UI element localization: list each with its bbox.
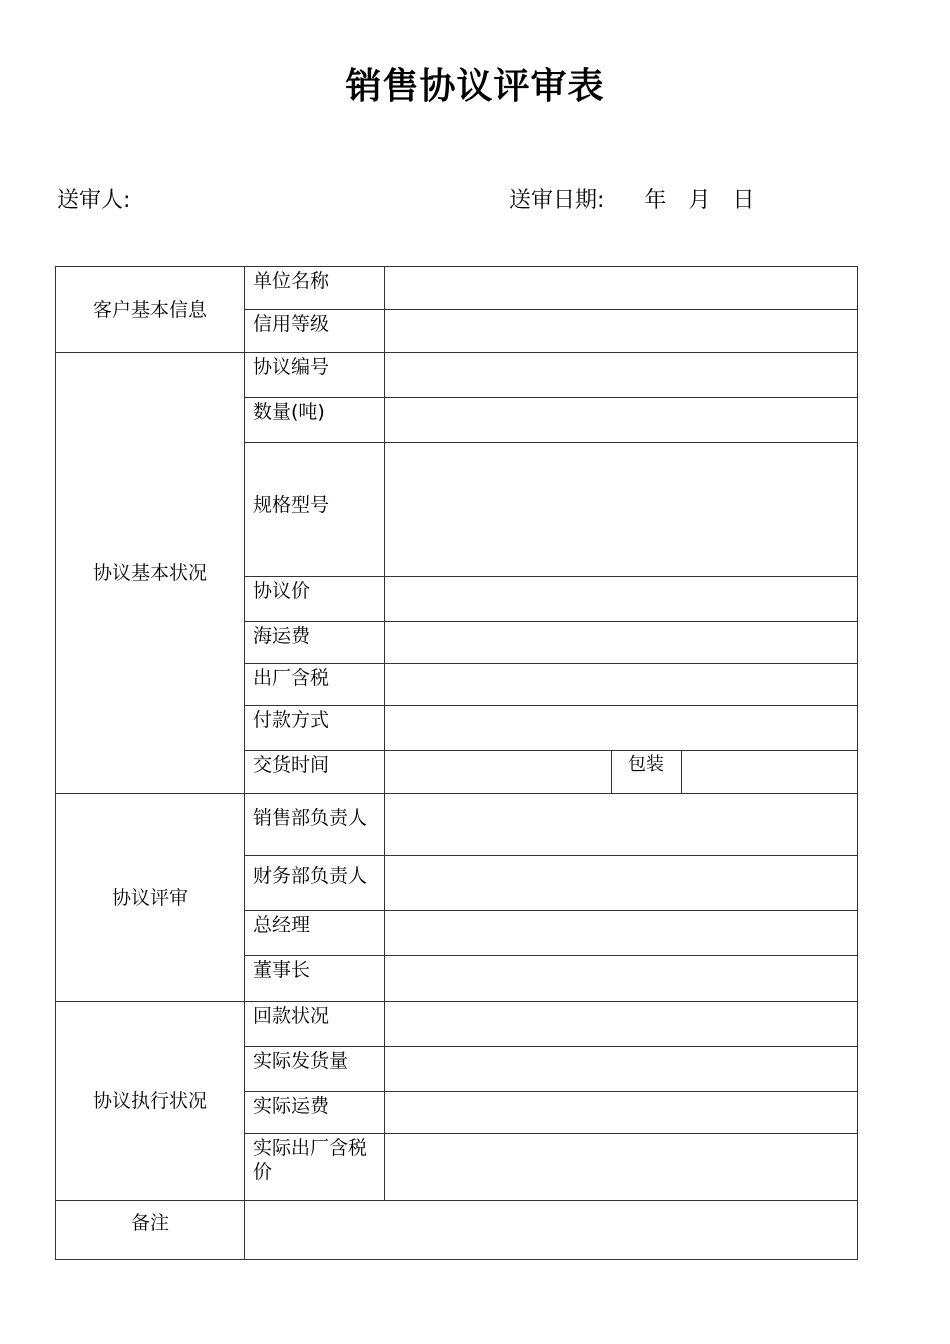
field-value-ocean-freight[interactable] (385, 622, 858, 664)
page-title: 销售协议评审表 (345, 66, 605, 107)
review-form-table (55, 266, 858, 1260)
review-date-field (509, 183, 754, 214)
field-value-chairman[interactable] (385, 956, 858, 1002)
field-value-specification[interactable] (385, 443, 858, 577)
field-value-finance-manager[interactable] (385, 856, 858, 911)
field-value-payment-method[interactable] (385, 706, 858, 751)
field-value-agreement-price[interactable] (385, 577, 858, 622)
field-label-quantity: 数量(吨) (245, 398, 385, 443)
day-label: 日 (732, 188, 755, 213)
field-value-actual-freight[interactable] (385, 1092, 858, 1134)
field-label-specification: 规格型号 (245, 443, 385, 577)
field-value-remarks[interactable] (245, 1201, 858, 1260)
field-value-agreement-number[interactable] (385, 353, 858, 398)
field-label-agreement-number: 协议编号 (245, 353, 385, 398)
section-agreement-status: 协议基本状况 (56, 353, 245, 794)
field-label-general-manager: 总经理 (245, 911, 385, 956)
field-label-ocean-freight: 海运费 (245, 622, 385, 664)
field-label-payment-collection: 回款状况 (245, 1002, 385, 1047)
field-label-delivery-time: 交货时间 (245, 751, 385, 794)
field-label-actual-shipment: 实际发货量 (245, 1047, 385, 1092)
field-value-ex-factory-tax[interactable] (385, 664, 858, 706)
field-label-actual-ex-factory-price: 实际出厂含税价 (245, 1134, 385, 1201)
field-value-general-manager[interactable] (385, 911, 858, 956)
field-label-packaging: 包装 (612, 751, 682, 794)
submitter-field (57, 183, 130, 214)
field-label-company-name: 单位名称 (245, 267, 385, 310)
field-label-actual-freight: 实际运费 (245, 1092, 385, 1134)
month-label: 月 (688, 188, 711, 213)
field-label-sales-manager: 销售部负责人 (245, 794, 385, 856)
field-value-actual-shipment[interactable] (385, 1047, 858, 1092)
field-value-credit-rating[interactable] (385, 310, 858, 353)
field-value-delivery-time[interactable] (385, 751, 612, 794)
field-label-agreement-price: 协议价 (245, 577, 385, 622)
field-label-payment-method: 付款方式 (245, 706, 385, 751)
field-label-credit-rating: 信用等级 (245, 310, 385, 353)
field-label-finance-manager: 财务部负责人 (245, 856, 385, 911)
review-date-label: 送审日期: (509, 188, 605, 213)
field-value-packaging[interactable] (682, 751, 858, 794)
section-remarks: 备注 (56, 1201, 245, 1260)
field-value-actual-ex-factory-price[interactable] (385, 1134, 858, 1201)
field-value-payment-collection[interactable] (385, 1002, 858, 1047)
submitter-label: 送审人: (57, 188, 131, 213)
field-label-ex-factory-tax: 出厂含税 (245, 664, 385, 706)
field-value-company-name[interactable] (385, 267, 858, 310)
field-value-sales-manager[interactable] (385, 794, 858, 856)
section-agreement-review: 协议评审 (56, 794, 245, 1002)
year-label: 年 (644, 188, 667, 213)
section-agreement-execution: 协议执行状况 (56, 1002, 245, 1201)
section-customer-info: 客户基本信息 (56, 267, 245, 353)
field-label-chairman: 董事长 (245, 956, 385, 1002)
field-value-quantity[interactable] (385, 398, 858, 443)
